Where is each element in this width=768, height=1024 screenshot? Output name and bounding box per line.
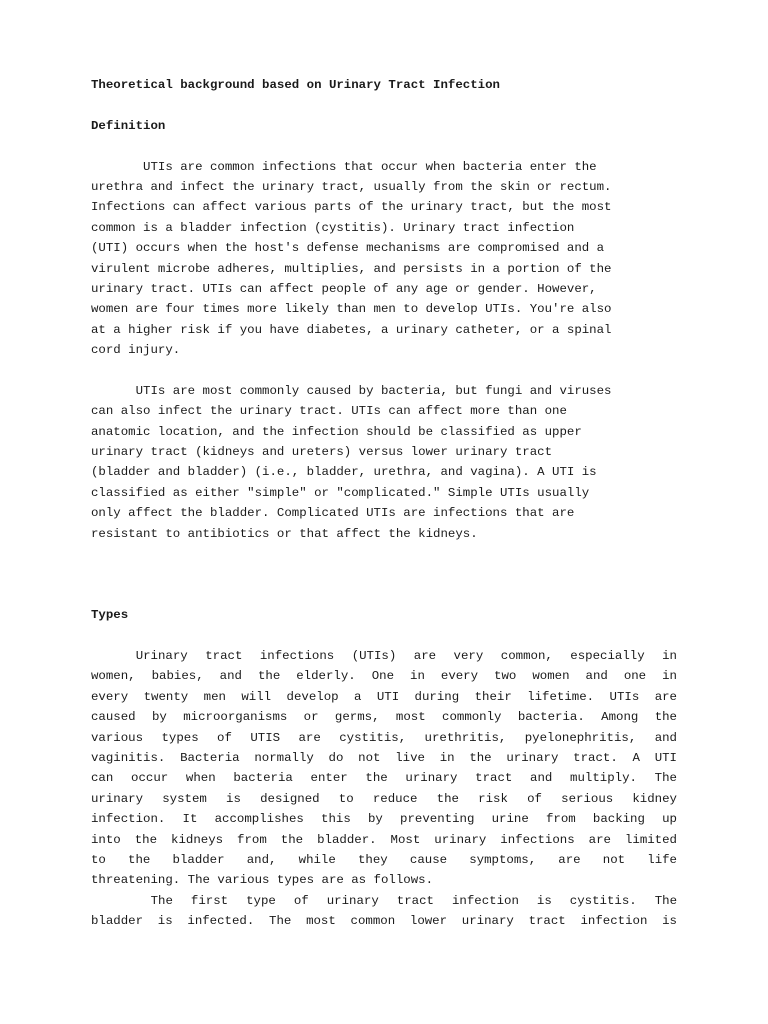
spacer <box>91 361 677 381</box>
spacer <box>91 95 677 115</box>
document-page <box>91 75 677 931</box>
text-line: can also infect the urinary tract. UTIs can affect more than one <box>91 404 567 419</box>
paragraph-types-1 <box>91 646 677 891</box>
text-line: virulent microbe adheres, multiplies, and persists in a portion of the <box>91 261 612 276</box>
text-line: infection. It accomplishes this by preventing urine from backing up <box>91 812 677 827</box>
text-line: various types of UTIS are cystitis, urethritis, pyelonephritis, and <box>91 730 677 745</box>
paragraph-definition-1 <box>91 157 677 361</box>
text-line: bladder is infected. The most common lower urinary tract infection is <box>91 914 677 929</box>
text-line: (bladder and bladder) (i.e., bladder, urethra, and vagina). A UTI is <box>91 465 597 480</box>
text-line: women, babies, and the elderly. One in every two women and one in <box>91 669 677 684</box>
spacer <box>91 544 677 585</box>
text-line: can occur when bacteria enter the urinary tract and multiply. The <box>91 771 677 786</box>
text-line: every twenty men will develop a UTI during their lifetime. UTIs are <box>91 689 677 704</box>
spacer <box>91 626 677 646</box>
text-line: threatening. The various types are as follows. <box>91 873 434 888</box>
text-line: Urinary tract infections (UTIs) are very common, especially in <box>135 649 677 663</box>
text-line: Infections can affect various parts of the urinary tract, but the most <box>91 200 612 215</box>
text-line: urinary system is designed to reduce the risk of serious kidney <box>91 791 677 806</box>
text-line: cord injury. <box>91 343 181 358</box>
text-line: The first type of urinary tract infection is cystitis. The <box>150 893 677 908</box>
paragraph-definition-2 <box>91 381 677 544</box>
text-line: resistant to antibiotics or that affect the kidneys. <box>91 526 478 541</box>
text-line: UTIs are common infections that occur when bacteria enter the <box>91 159 597 174</box>
paragraph-types-2 <box>91 891 677 932</box>
text-line: to the bladder and, while they cause symptoms, are not life <box>91 852 677 867</box>
text-line: UTIs are most commonly caused by bacteria, but fungi and viruses <box>91 383 612 398</box>
section-heading-types: Types <box>91 608 129 623</box>
text-line: urethra and infect the urinary tract, usually from the skin or rectum. <box>91 179 612 194</box>
text-line: urinary tract (kidneys and ureters) versus lower urinary tract <box>91 445 553 460</box>
text-line: caused by microorganisms or germs, most commonly bacteria. Among the <box>91 710 677 725</box>
spacer <box>91 585 677 605</box>
text-line: vaginitis. Bacteria normally do not live in the urinary tract. A UTI <box>91 750 677 765</box>
text-line: at a higher risk if you have diabetes, a urinary catheter, or a spinal <box>91 322 612 337</box>
text-line: common is a bladder infection (cystitis). Urinary tract infection <box>91 220 575 235</box>
text-line: classified as either "simple" or "complicated." Simple UTIs usually <box>91 485 590 500</box>
text-line: urinary tract. UTIs can affect people of any age or gender. However, <box>91 281 597 296</box>
text-line: only affect the bladder. Complicated UTIs are infections that are <box>91 506 575 521</box>
spacer <box>91 136 677 156</box>
text-line: anatomic location, and the infection should be classified as upper <box>91 424 582 439</box>
document-title: Theoretical background based on Urinary Tract Infection <box>91 78 500 92</box>
text-line: women are four times more likely than men to develop UTIs. You're also <box>91 302 612 317</box>
text-line: (UTI) occurs when the host's defense mechanisms are compromised and a <box>91 241 605 256</box>
section-heading-definition: Definition <box>91 118 166 133</box>
text-line: into the kidneys from the bladder. Most urinary infections are limited <box>91 832 677 847</box>
